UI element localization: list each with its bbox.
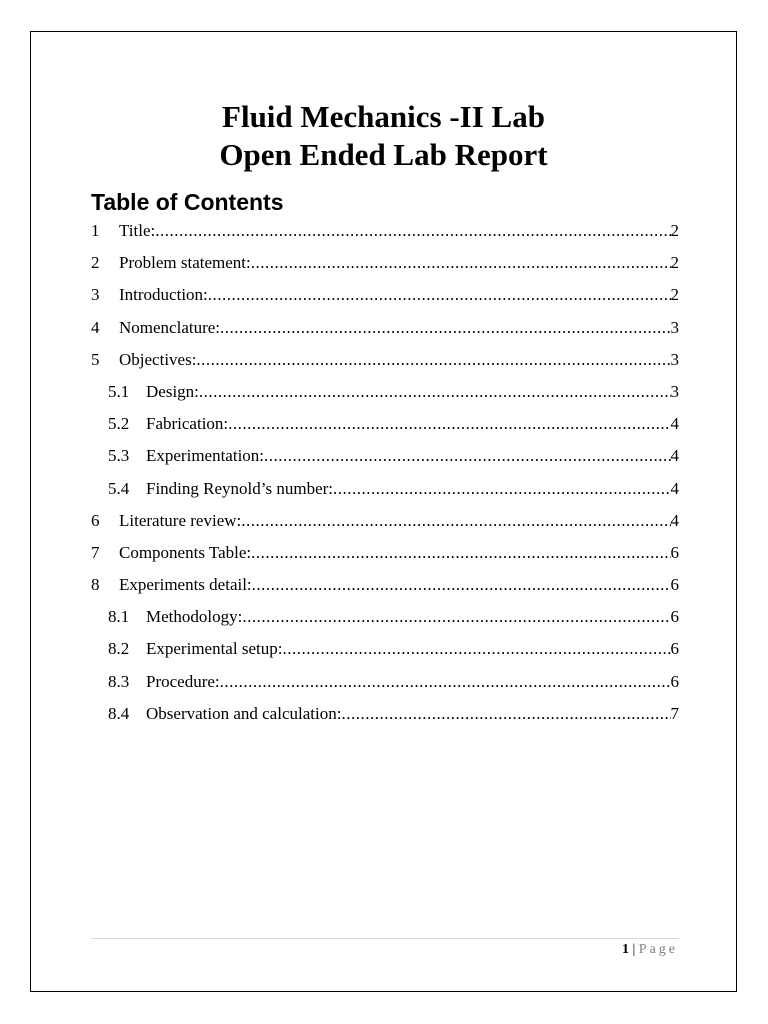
toc-dot-leader [196,348,670,372]
toc-entry-number: 5.1 [108,381,130,401]
toc-entry-page: 6 [670,542,679,562]
toc-entry[interactable] [91,412,679,444]
toc-dot-leader [220,316,670,340]
toc-entry-page: 6 [670,671,679,691]
toc-dot-leader [241,509,670,533]
toc-entry-page: 7 [670,703,679,723]
toc-entry-title: Finding Reynold’s number: [146,478,333,498]
footer-page-number: 1 [621,942,629,957]
toc-entry-number: 8.4 [108,703,130,723]
toc-entry-number: 7 [91,542,100,562]
toc-entry-title: Components Table: [119,542,252,562]
toc-entry-title: Literature review: [119,510,242,530]
toc-entry-number: 8 [91,575,100,595]
toc-entry-title: Fabrication: [146,414,229,434]
toc-entry-title: Observation and calculation: [146,703,342,723]
toc-entry-number: 5.4 [108,478,130,498]
toc-entry-number: 3 [91,285,100,305]
toc-entry-number: 6 [91,510,100,530]
toc-entry-page: 6 [670,575,679,595]
toc-entry-number: 5.3 [108,446,130,466]
toc-entry-title: Title: [119,221,156,240]
toc-entry[interactable] [91,251,679,283]
toc-dot-leader [208,283,671,307]
footer-page-label: Page [638,942,678,957]
toc-entry[interactable] [91,477,679,509]
toc-entry-page: 3 [670,349,679,369]
toc-dot-leader [282,637,670,661]
toc-dot-leader [199,380,671,404]
toc-entry-page: 3 [670,317,679,337]
toc-dot-leader [264,444,670,468]
toc-entry-page: 6 [670,607,679,627]
toc-entry[interactable] [91,348,679,380]
footer-divider [91,938,679,939]
toc-dot-leader [228,412,670,436]
toc-entry-number: 8.1 [108,607,130,627]
toc-entry[interactable] [91,219,679,251]
toc-entry[interactable] [91,670,679,702]
toc-entry-page: 6 [670,639,679,659]
toc-entry-title: Experimentation: [146,446,265,466]
toc-entry[interactable] [91,444,679,476]
toc-dot-leader [341,702,670,726]
toc-dot-leader [220,670,671,694]
toc-dot-leader [252,573,671,597]
toc-entry-title: Design: [146,381,199,401]
toc-dot-leader [242,605,670,629]
toc-entry[interactable] [91,541,679,573]
toc-entry-title: Nomenclature: [119,317,221,337]
toc-entry-title: Methodology: [146,607,243,627]
toc-entry-title: Objectives: [119,349,197,369]
toc-entry-title: Experimental setup: [146,639,283,659]
toc-entry-page: 4 [670,478,679,498]
toc-entry-number: 4 [91,317,100,337]
toc-entry-number: 5.2 [108,414,130,434]
toc-entry-title: Introduction: [119,285,208,305]
toc-entry-number: 5 [91,349,100,369]
toc-entry-title: Experiments detail: [119,575,252,595]
toc-dot-leader [333,477,671,501]
toc-entry-page: 2 [670,221,679,240]
title-line-2: Open Ended Lab Report [219,137,548,172]
toc-heading: Table of Contents [91,189,284,215]
toc-dot-leader [155,219,670,243]
toc-entry-number: 1 [91,221,100,240]
toc-entry-number: 2 [91,253,100,273]
toc-entry-page: 4 [670,446,679,466]
toc-entry[interactable] [91,702,679,734]
toc-entry[interactable] [91,605,679,637]
toc-entry-page: 4 [670,510,679,530]
toc-entry[interactable] [91,573,679,605]
toc-entry-number: 8.3 [108,671,130,691]
toc-entry[interactable] [91,316,679,348]
document-title [31,98,736,174]
page-footer [622,941,678,959]
toc-entry[interactable] [91,380,679,412]
toc-entry-page: 4 [670,414,679,434]
toc-dot-leader [251,541,670,565]
toc-entry-number: 8.2 [108,639,130,659]
document-page [30,31,737,992]
toc-entry-page: 2 [670,253,679,273]
table-of-contents [91,219,679,734]
toc-entry[interactable] [91,637,679,669]
toc-entry-title: Procedure: [146,671,220,691]
toc-entry-page: 2 [670,285,679,305]
toc-entry[interactable] [91,509,679,541]
toc-dot-leader [251,251,671,275]
footer-separator: | [632,942,636,957]
toc-entry[interactable] [91,283,679,315]
toc-entry-page: 3 [670,381,679,401]
toc-entry-title: Problem statement: [119,253,251,273]
title-line-1: Fluid Mechanics -II Lab [222,99,545,134]
